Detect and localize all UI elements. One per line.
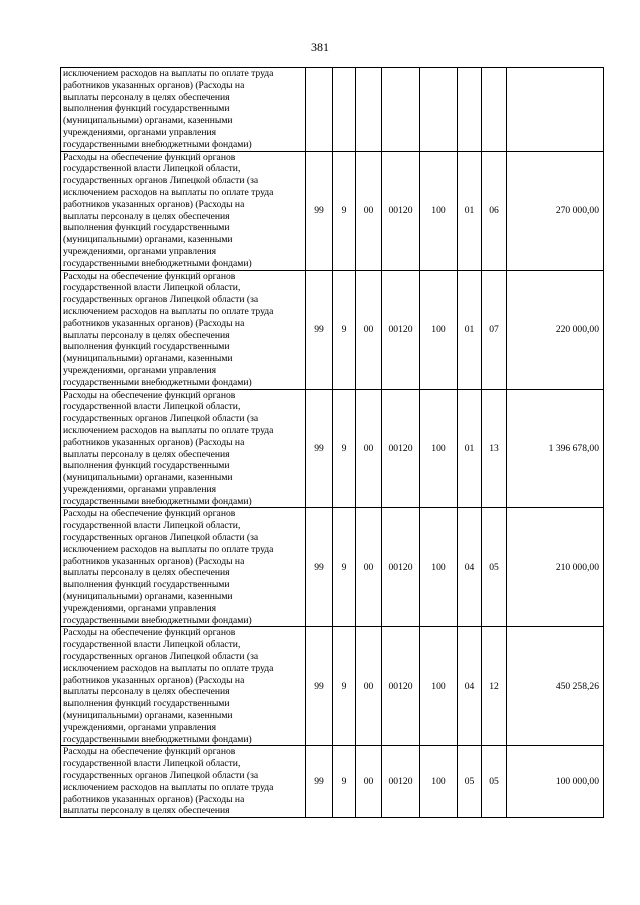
- table-row: [61, 151, 604, 270]
- description-line: выполнения функций государственными: [63, 698, 230, 710]
- description-line: учреждениями, органами управления: [63, 602, 217, 614]
- direction-code: 00: [356, 746, 382, 818]
- type-code: 100: [420, 389, 458, 508]
- description-line: (муниципальными) органами, казенными: [63, 591, 233, 603]
- section-code: 04: [458, 627, 482, 746]
- expense-description: [61, 508, 306, 627]
- description-line: работников указанных органов) (Расходы на: [63, 198, 245, 210]
- type-code: 100: [420, 627, 458, 746]
- description-line: (муниципальными) органами, казенными: [63, 472, 233, 484]
- type-code: [420, 68, 458, 152]
- expense-code: 00120: [382, 746, 420, 818]
- description-line: государственной власти Липецкой области,: [63, 163, 241, 175]
- amount-value: 220 000,00: [507, 270, 604, 389]
- description-line: работников указанных органов) (Расходы на: [63, 674, 245, 686]
- description-line: исключением расходов на выплаты по оплате труда: [63, 186, 274, 198]
- description-line: исключением расходов на выплаты по оплате труда: [63, 68, 274, 79]
- table-row: [61, 270, 604, 389]
- subprogram-code: 9: [333, 389, 356, 508]
- section-code: 04: [458, 508, 482, 627]
- expense-code: 00120: [382, 270, 420, 389]
- expense-code: [382, 68, 420, 152]
- program-code: 99: [306, 508, 333, 627]
- table-row: [61, 746, 604, 818]
- amount-value: 270 000,00: [507, 151, 604, 270]
- direction-code: 00: [356, 151, 382, 270]
- description-line: (муниципальными) органами, казенными: [63, 353, 233, 365]
- description-line: выплаты персоналу в целях обеспечения: [63, 805, 230, 817]
- description-line: исключением расходов на выплаты по оплате труда: [63, 543, 274, 555]
- description-line: государственных органов Липецкой области (за: [63, 532, 259, 544]
- description-line: учреждениями, органами управления: [63, 364, 217, 376]
- subprogram-code: [333, 68, 356, 152]
- description-line: выплаты персоналу в целях обеспечения: [63, 210, 230, 222]
- description-line: государственной власти Липецкой области,: [63, 758, 241, 770]
- description-line: государственной власти Липецкой области,: [63, 520, 241, 532]
- type-code: 100: [420, 508, 458, 627]
- description-line: Расходы на обеспечение функций органов: [63, 508, 236, 520]
- description-line: учреждениями, органами управления: [63, 245, 217, 257]
- section-code: 05: [458, 746, 482, 818]
- description-line: выплаты персоналу в целях обеспечения: [63, 567, 230, 579]
- description-line: выполнения функций государственными: [63, 341, 230, 353]
- amount-value: 1 396 678,00: [507, 389, 604, 508]
- description-line: выполнения функций государственными: [63, 460, 230, 472]
- description-line: работников указанных органов) (Расходы на: [63, 793, 245, 805]
- subsection-code: 05: [482, 746, 507, 818]
- subsection-code: 12: [482, 627, 507, 746]
- description-line: государственных органов Липецкой области (за: [63, 294, 259, 306]
- type-code: 100: [420, 270, 458, 389]
- expense-code: 00120: [382, 389, 420, 508]
- description-line: государственными внебюджетными фондами): [63, 733, 252, 745]
- description-line: Расходы на обеспечение функций органов: [63, 746, 236, 758]
- program-code: 99: [306, 270, 333, 389]
- description-line: (муниципальными) органами, казенными: [63, 115, 233, 127]
- description-line: государственных органов Липецкой области (за: [63, 651, 259, 663]
- description-line: Расходы на обеспечение функций органов: [63, 270, 236, 282]
- amount-value: 100 000,00: [507, 746, 604, 818]
- amount-value: [507, 68, 604, 152]
- description-line: Расходы на обеспечение функций органов: [63, 389, 236, 401]
- description-line: (муниципальными) органами, казенными: [63, 710, 233, 722]
- description-line: государственными внебюджетными фондами): [63, 614, 252, 626]
- expense-code: 00120: [382, 508, 420, 627]
- direction-code: [356, 68, 382, 152]
- description-line: учреждениями, органами управления: [63, 721, 217, 733]
- description-line: государственной власти Липецкой области,: [63, 639, 241, 651]
- description-line: учреждениями, органами управления: [63, 126, 217, 138]
- description-line: работников указанных органов) (Расходы на: [63, 436, 245, 448]
- description-line: исключением расходов на выплаты по оплате труда: [63, 781, 274, 793]
- description-line: государственных органов Липецкой области (за: [63, 413, 259, 425]
- description-line: работников указанных органов) (Расходы на: [63, 79, 245, 91]
- description-line: работников указанных органов) (Расходы на: [63, 317, 245, 329]
- description-line: исключением расходов на выплаты по оплате труда: [63, 424, 274, 436]
- subsection-code: 06: [482, 151, 507, 270]
- description-line: (муниципальными) органами, казенными: [63, 234, 233, 246]
- subprogram-code: 9: [333, 151, 356, 270]
- program-code: 99: [306, 151, 333, 270]
- program-code: 99: [306, 746, 333, 818]
- description-line: исключением расходов на выплаты по оплате труда: [63, 305, 274, 317]
- table-row: [61, 389, 604, 508]
- table-row: [61, 508, 604, 627]
- description-line: государственными внебюджетными фондами): [63, 376, 252, 388]
- description-line: государственными внебюджетными фондами): [63, 138, 252, 150]
- description-line: выплаты персоналу в целях обеспечения: [63, 448, 230, 460]
- description-line: Расходы на обеспечение функций органов: [63, 151, 236, 163]
- amount-value: 450 258,26: [507, 627, 604, 746]
- subprogram-code: 9: [333, 746, 356, 818]
- subsection-code: 05: [482, 508, 507, 627]
- description-line: выполнения функций государственными: [63, 103, 230, 115]
- direction-code: 00: [356, 389, 382, 508]
- description-line: выплаты персоналу в целях обеспечения: [63, 329, 230, 341]
- description-line: Расходы на обеспечение функций органов: [63, 627, 236, 639]
- program-code: 99: [306, 627, 333, 746]
- description-line: государственной власти Липецкой области,: [63, 282, 241, 294]
- description-line: выплаты персоналу в целях обеспечения: [63, 686, 230, 698]
- description-line: работников указанных органов) (Расходы на: [63, 555, 245, 567]
- subsection-code: 13: [482, 389, 507, 508]
- subsection-code: [482, 68, 507, 152]
- description-line: исключением расходов на выплаты по оплате труда: [63, 662, 274, 674]
- direction-code: 00: [356, 627, 382, 746]
- expense-code: 00120: [382, 151, 420, 270]
- table-row: [61, 627, 604, 746]
- description-line: государственной власти Липецкой области,: [63, 401, 241, 413]
- subprogram-code: 9: [333, 270, 356, 389]
- section-code: 01: [458, 270, 482, 389]
- description-line: выполнения функций государственными: [63, 579, 230, 591]
- expense-description: [61, 389, 306, 508]
- expense-description: [61, 627, 306, 746]
- description-line: выполнения функций государственными: [63, 222, 230, 234]
- direction-code: 00: [356, 270, 382, 389]
- subsection-code: 07: [482, 270, 507, 389]
- program-code: 99: [306, 389, 333, 508]
- expense-code: 00120: [382, 627, 420, 746]
- expense-description: [61, 746, 306, 818]
- type-code: 100: [420, 151, 458, 270]
- amount-value: 210 000,00: [507, 508, 604, 627]
- description-line: государственных органов Липецкой области (за: [63, 175, 259, 187]
- expense-description: [61, 151, 306, 270]
- subprogram-code: 9: [333, 627, 356, 746]
- description-line: государственных органов Липецкой области (за: [63, 770, 259, 782]
- expense-description: [61, 68, 306, 152]
- description-line: учреждениями, органами управления: [63, 483, 217, 495]
- expense-description: [61, 270, 306, 389]
- budget-table: [60, 67, 604, 818]
- description-line: выплаты персоналу в целях обеспечения: [63, 91, 230, 103]
- section-code: 01: [458, 389, 482, 508]
- page-number: 381: [311, 40, 329, 54]
- section-code: [458, 68, 482, 152]
- type-code: 100: [420, 746, 458, 818]
- subprogram-code: 9: [333, 508, 356, 627]
- description-line: государственными внебюджетными фондами): [63, 495, 252, 507]
- description-line: государственными внебюджетными фондами): [63, 257, 252, 269]
- direction-code: 00: [356, 508, 382, 627]
- section-code: 01: [458, 151, 482, 270]
- program-code: [306, 68, 333, 152]
- table-row: [61, 68, 604, 152]
